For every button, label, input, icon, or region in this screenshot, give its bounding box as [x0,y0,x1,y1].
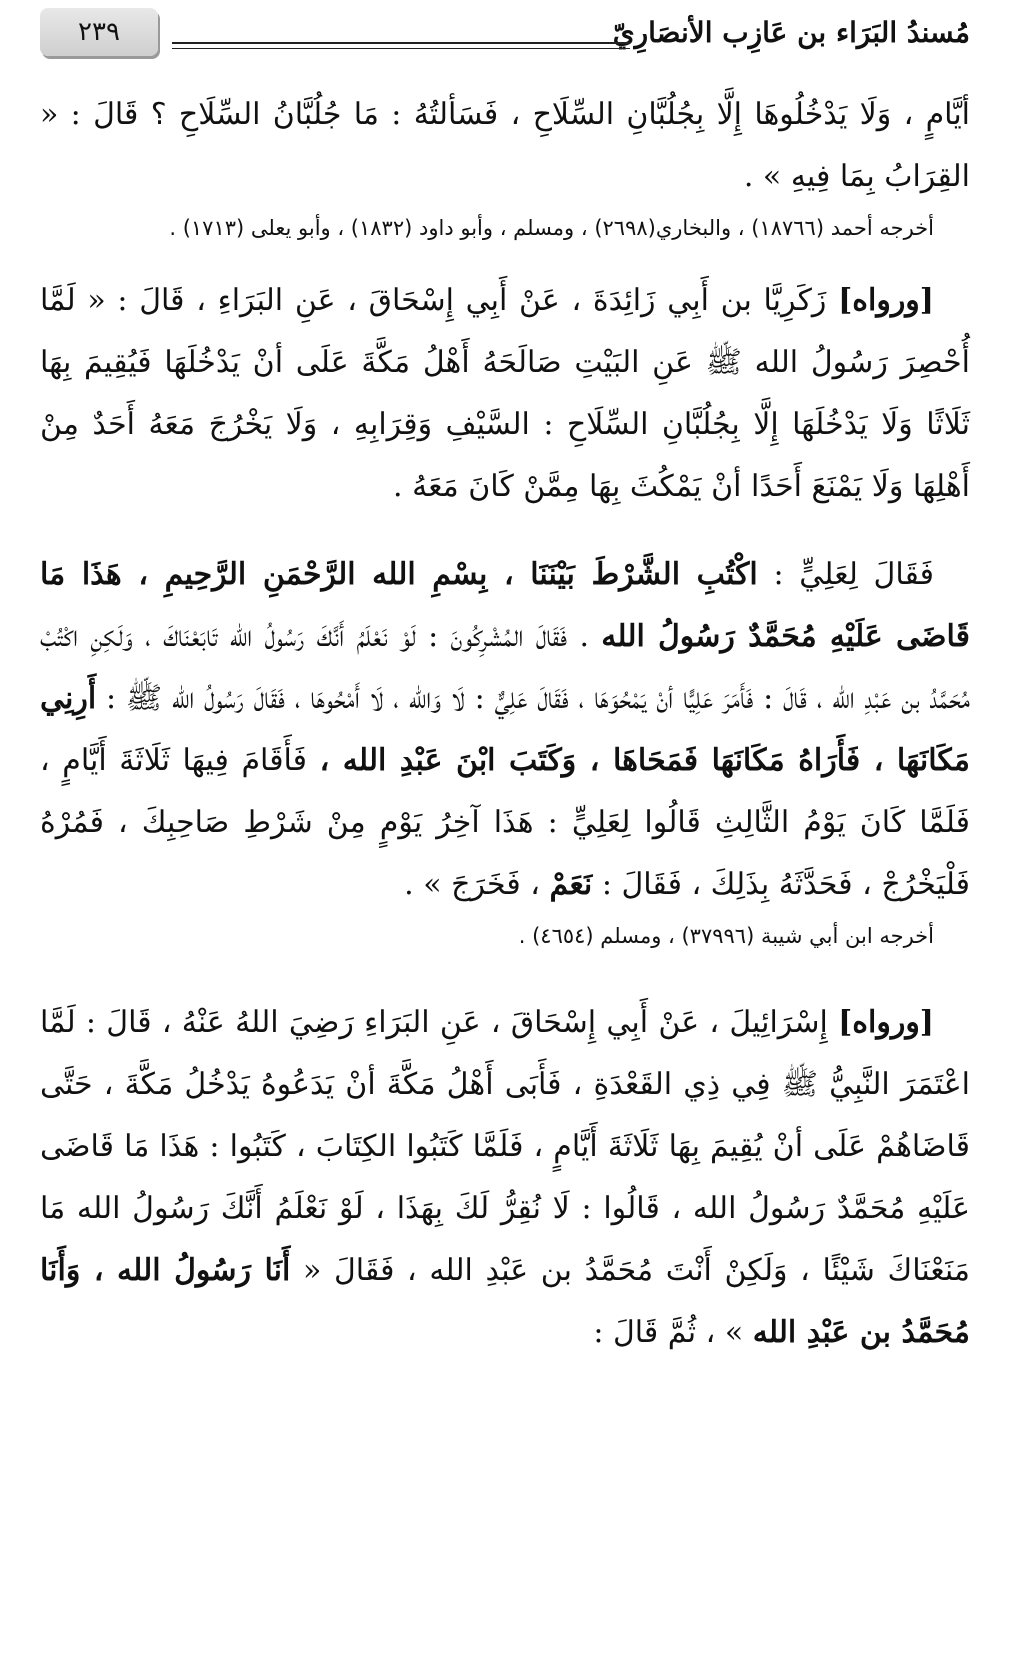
page-number: ٢٣٩ [78,17,120,47]
reference-text: أخرجه أحمد (١٨٧٦٦) ، والبخاري(٢٦٩٨) ، ومسلم ، وأبو داود (١٨٣٢) ، وأبو يعلى (١٧١٣) . [169,216,934,240]
paragraph-text: . فَقَالَ المُشْرِكُونَ : لَوْ نَعْلَمُ أَنَّكَ رَسُولُ الله تَابَعْنَاكَ ، وَلَكِنِ اكْتُبْ مُحَمَّدُ بن عَبْدِ الله ، قَالَ : فَأَمَرَ عَلِيًّا أنْ يَمْحُوَهَا ، فَقَالَ عَلِيٌّ : لَا وَالله ، لَا أَمْحُوهَا ، فَقَالَ رَسُولُ الله ﷺ : [40,619,970,716]
paragraph-text: فَقَالَ لِعَلِيٍّ : [773,557,934,592]
emphasized-text: أَنَا رَسُولُ الله ، وَأَنَا مُحَمَّدُ بن عَبْدِ الله [40,1253,970,1350]
hadith-paragraph [40,270,970,518]
hadith-paragraph [40,992,970,1364]
page-number-box [40,8,158,56]
reference-text: أخرجه ابن أبي شيبة (٣٧٩٩٦) ، ومسلم (٤٦٥٤) . [518,924,934,948]
narration-label: [ورواه] [838,283,934,318]
hadith-reference [40,920,970,952]
emphasized-text: اكْتُبِ الشَّرْطَ بَيْنَنَا ، بِسْمِ الله الرَّحْمَنِ الرَّحِيمِ ، هَذَا مَا قَاضَى عَلَيْهِ مُحَمَّدٌ رَسُولُ الله [40,557,970,654]
emphasized-text: نَعَمْ [549,867,593,902]
header-rule-thin [172,48,630,49]
book-page [40,0,970,1657]
paragraph-text: أيَّامٍ ، وَلَا يَدْخُلُوهَا إِلَّا بِجُلُبَّانِ السِّلَاحِ ، فَسَألتُهُ : مَا جُلُبَّانُ السِّلَاحِ ؟ قَالَ : « القِرَابُ بِمَا فِيهِ » . [40,97,970,194]
hadith-paragraph [40,544,970,916]
hadith-reference [40,212,970,244]
page-header [40,6,970,66]
paragraph-text: إِسْرَائِيلَ ، عَنْ أَبِي إِسْحَاقَ ، عَنِ البَرَاءِ رَضِيَ اللهُ عَنْهُ ، قَالَ : لَمَّا اعْتَمَرَ النَّبِيُّ ﷺ فِي ذِي القَعْدَةِ ، فَأَبَى أَهْلُ مَكَّةَ أنْ يَدَعُوهُ يَدْخُلُ مَكَّةَ ، حَتَّى قَاضَاهُمْ عَلَى أنْ يُقِيمَ بِهَا ثَلَاثَةَ أَيَّامٍ ، فَلَمَّا كَتَبُوا الكِتَابَ ، كَتَبُوا : هَذَا مَا قَاضَى عَلَيْهِ مُحَمَّدٌ رَسُولُ الله ، قَالُوا : لَا نُقِرُّ لَكَ بِهَذَا ، لَوْ نَعْلَمُ أَنَّكَ رَسُولُ الله مَا مَنَعْنَاكَ شَيْئًا ، وَلَكِنْ أَنْتَ مُحَمَّدُ بن عَبْدِ الله ، فَقَالَ « [40,1005,970,1288]
paragraph-continued [40,84,970,208]
paragraph-text: فَأَقَامَ فِيهَا ثَلَاثَةَ أَيَّامٍ ، فَلَمَّا كَانَ يَوْمُ الثَّالِثِ قَالُوا لِعَلِيٍّ : هَذَا آخِرُ يَوْمٍ مِنْ شَرْطِ صَاحِبِكَ ، فَمُرْهُ فَلْيَخْرُجْ ، فَحَدَّثَهُ بِذَلِكَ ، فَقَالَ : [40,743,970,902]
emphasized-text: أَرِنِي مَكَانَهَا ، فَأَرَاهُ مَكَانَهَا فَمَحَاهَا ، وَكَتَبَ ابْنَ عَبْدِ الله ، [40,681,970,778]
paragraph-text: ، فَخَرَجَ » . [404,867,540,902]
narration-label: [ورواه] [838,1005,934,1040]
paragraph-text: زَكَرِيَّا بن أَبِي زَائِدَةَ ، عَنْ أَبِي إِسْحَاقَ ، عَنِ البَرَاءِ ، قَالَ : « لَمَّا أُحْصِرَ رَسُولُ الله ﷺ عَنِ البَيْتِ صَالَحَهُ أَهْلُ مَكَّةَ عَلَى أنْ يَدْخُلَهَا فَيُقِيمَ بِهَا ثَلَاثًا وَلَا يَدْخُلَهَا إِلَّا بِجُلُبَّانِ السِّلَاحِ : السَّيْفِ وَقِرَابِهِ ، وَلَا يَخْرُجَ مَعَهُ أَحَدٌ مِنْ أَهْلِهَا وَلَا يَمْنَعَ أَحَدًا أنْ يَمْكُثَ بِهَا مِمَّنْ كَانَ مَعَهُ . [40,283,970,504]
page-body [40,84,970,1364]
header-rule [172,42,630,44]
paragraph-text: » ، ثُمَّ قَالَ : [593,1315,744,1350]
running-title: مُسندُ البَرَاء بن عَازِب الأنصَارِيّ [612,16,970,49]
